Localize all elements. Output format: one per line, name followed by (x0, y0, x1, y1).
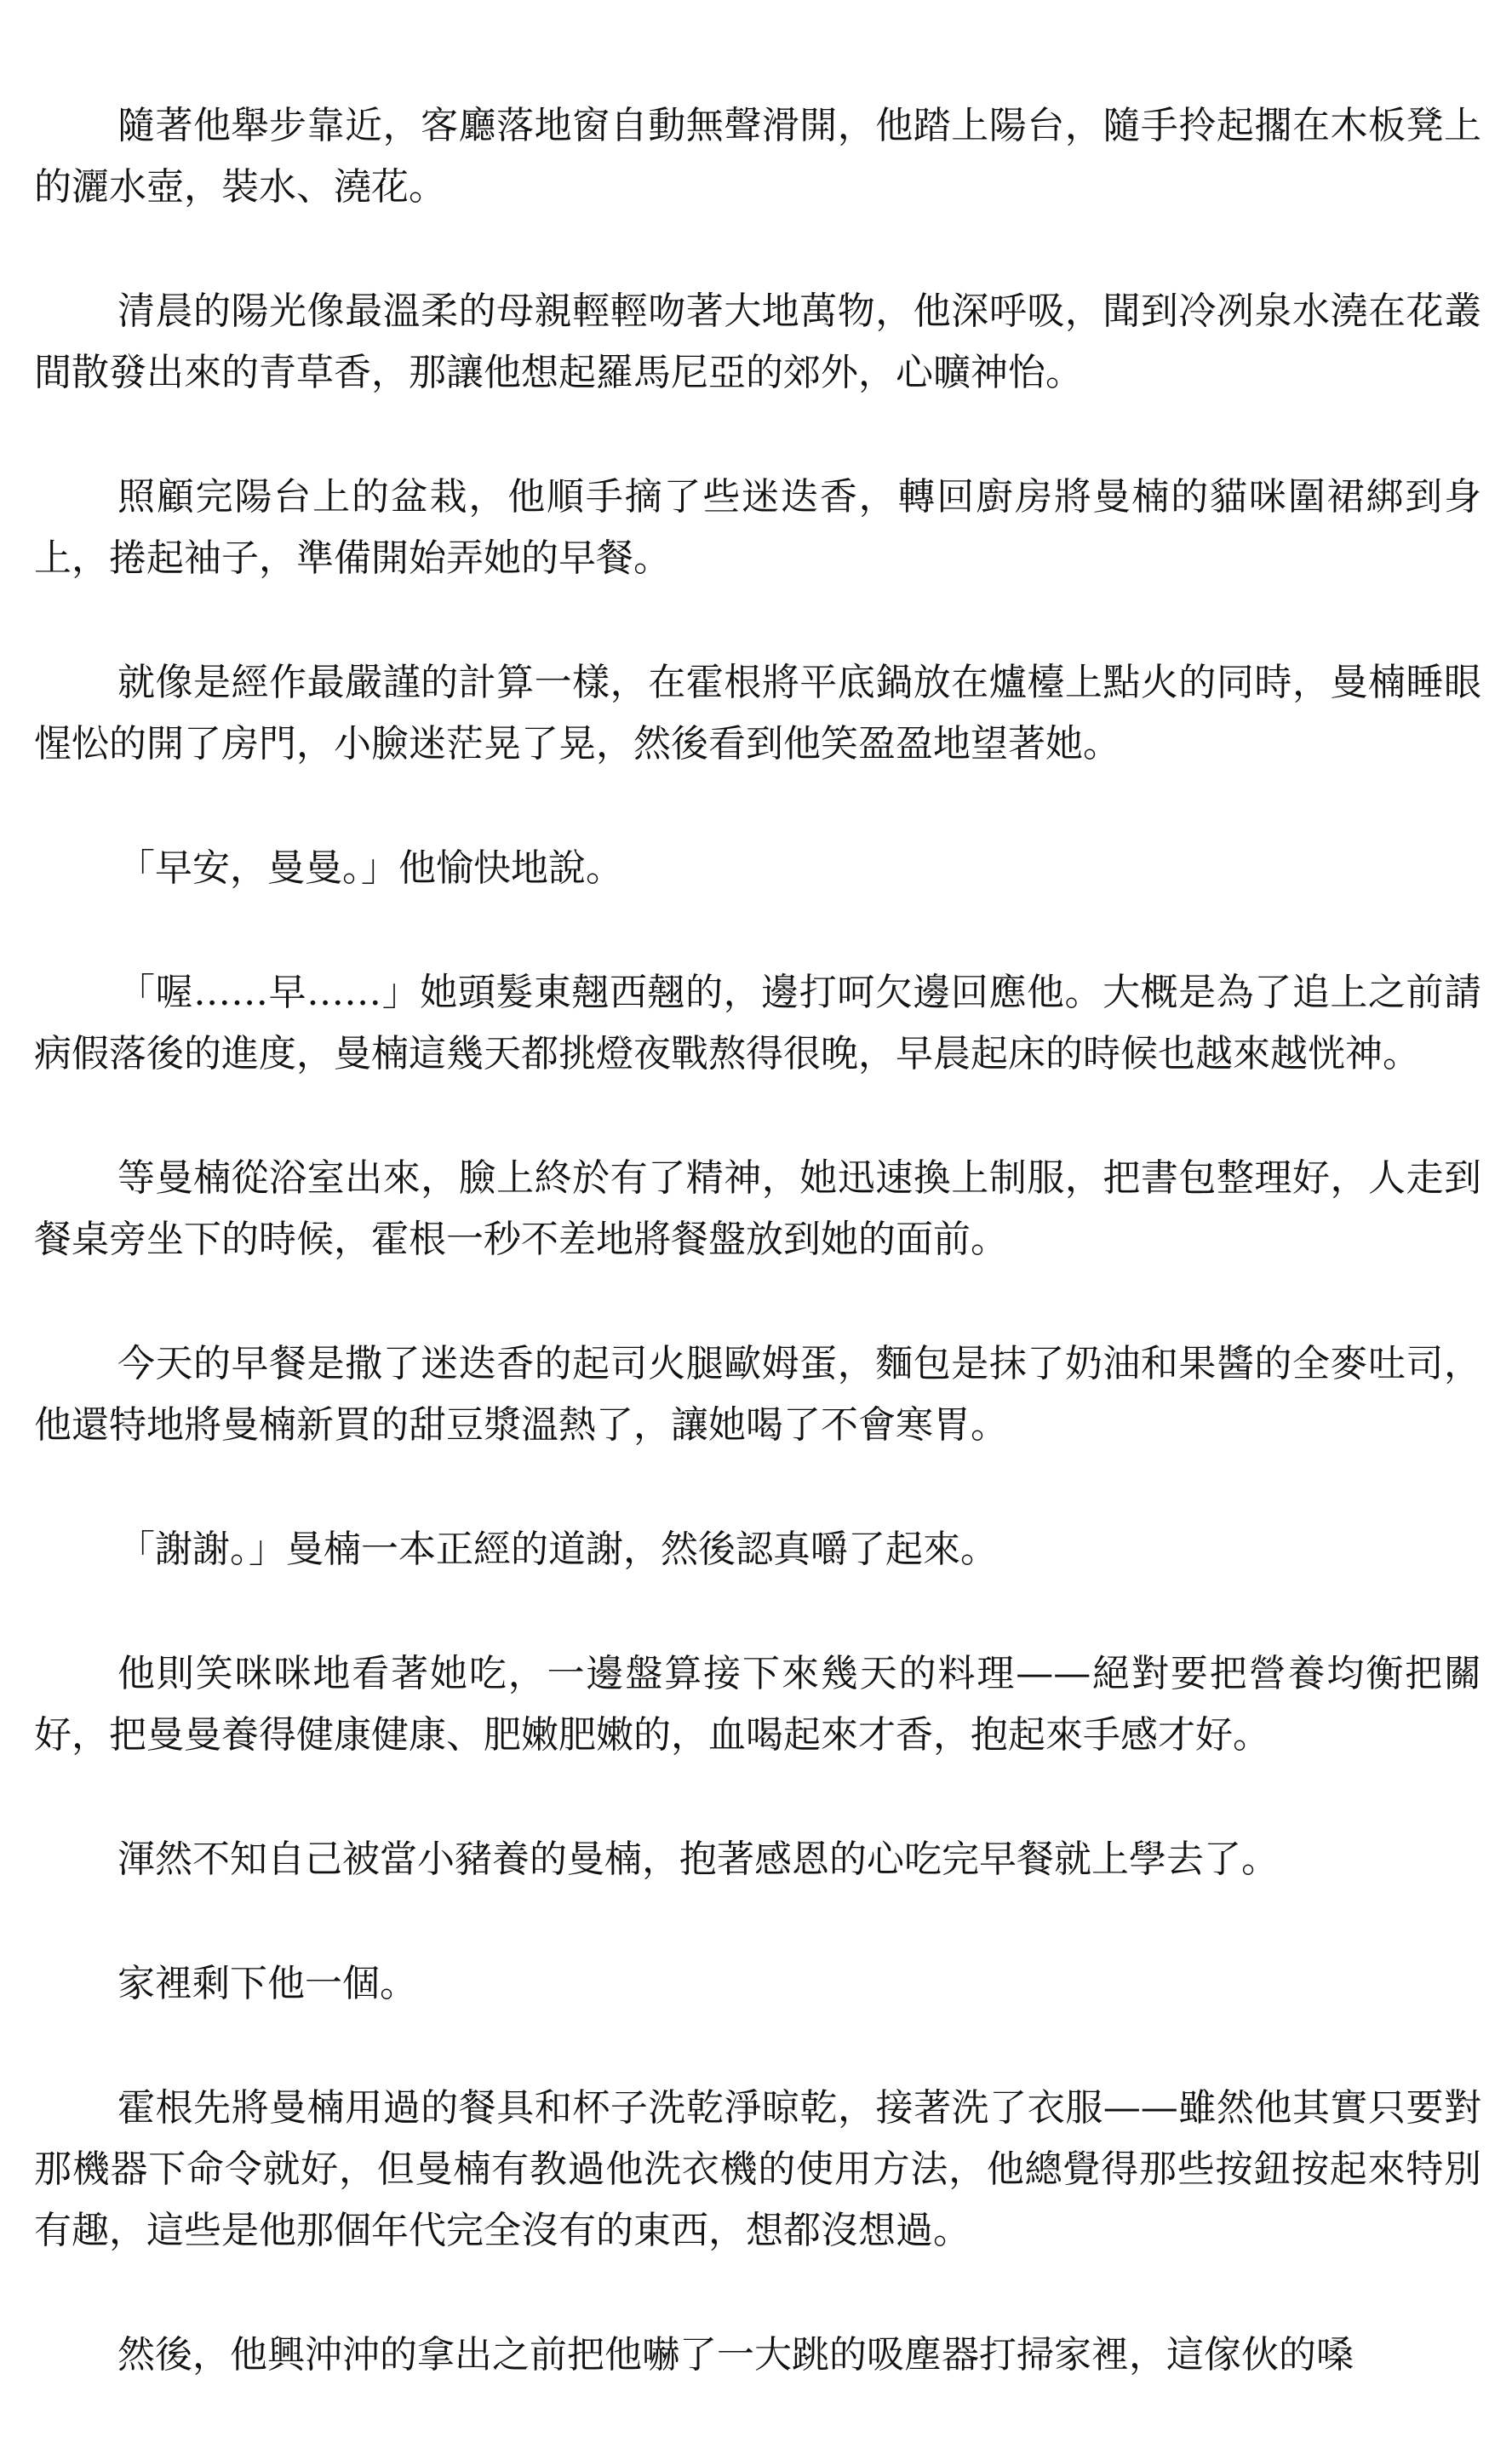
paragraph: 今天的早餐是撒了迷迭香的起司火腿歐姆蛋，麵包是抹了奶油和果醬的全麥吐司，他還特地將曼楠新買的甜豆漿溫熱了，讓她喝了不會寒胃。 (34, 1342, 1481, 1447)
paragraph: 家裡剩下他一個。 (117, 1962, 417, 2005)
paragraph: 他則笑咪咪地看著她吃，一邊盤算接下來幾天的料理——絕對要把營養均衡把關好，把曼曼養得健康健康、肥嫩肥嫩的，血喝起來才香，抱起來手感才好。 (34, 1652, 1481, 1757)
paragraph: 霍根先將曼楠用過的餐具和杯子洗乾淨晾乾，接著洗了衣服——雖然他其實只要對那機器下命令就好，但曼楠有教過他洗衣機的使用方法，他總覺得那些按鈕按起來特別有趣，這些是他那個年代完全沒有的東西，想都沒想過。 (34, 2086, 1481, 2252)
paragraph: 就像是經作最嚴謹的計算一樣，在霍根將平底鍋放在爐檯上點火的同時，曼楠睡眼惺忪的開了房門，小臉迷茫晃了晃，然後看到他笑盈盈地望著她。 (34, 661, 1481, 766)
paragraph: 等曼楠從浴室出來，臉上終於有了精神，她迅速換上制服，把書包整理好，人走到餐桌旁坐下的時候，霍根一秒不差地將餐盤放到她的面前。 (34, 1156, 1481, 1261)
paragraph: 然後，他興沖沖的拿出之前把他嚇了一大跳的吸塵器打掃家裡，這傢伙的嗓 (117, 2333, 1354, 2377)
paragraph: 「早安，曼曼。」他愉快地說。 (117, 846, 623, 890)
paragraph: 隨著他舉步靠近，客廳落地窗自動無聲滑開，他踏上陽台，隨手拎起擱在木板凳上的灑水壺，裝水、澆花。 (34, 104, 1481, 209)
paragraph: 清晨的陽光像最溫柔的母親輕輕吻著大地萬物，他深呼吸，聞到冷冽泉水澆在花叢間散發出來的青草香，那讓他想起羅馬尼亞的郊外，心曠神怡。 (34, 290, 1481, 394)
paragraph: 「謝謝。」曼楠一本正經的道謝，然後認真嚼了起來。 (117, 1528, 998, 1571)
paragraph: 「喔……早……」她頭髮東翹西翹的，邊打呵欠邊回應他。大概是為了追上之前請病假落後的進度，曼楠這幾天都挑燈夜戰熬得很晚，早晨起床的時候也越來越恍神。 (34, 971, 1481, 1075)
document-body (34, 95, 1481, 2437)
paragraph: 照顧完陽台上的盆栽，他順手摘了些迷迭香，轉回廚房將曼楠的貓咪圍裙綁到身上，捲起袖子，準備開始弄她的早餐。 (34, 475, 1481, 580)
paragraph: 渾然不知自己被當小豬養的曼楠，抱著感恩的心吃完早餐就上學去了。 (117, 1838, 1279, 1881)
